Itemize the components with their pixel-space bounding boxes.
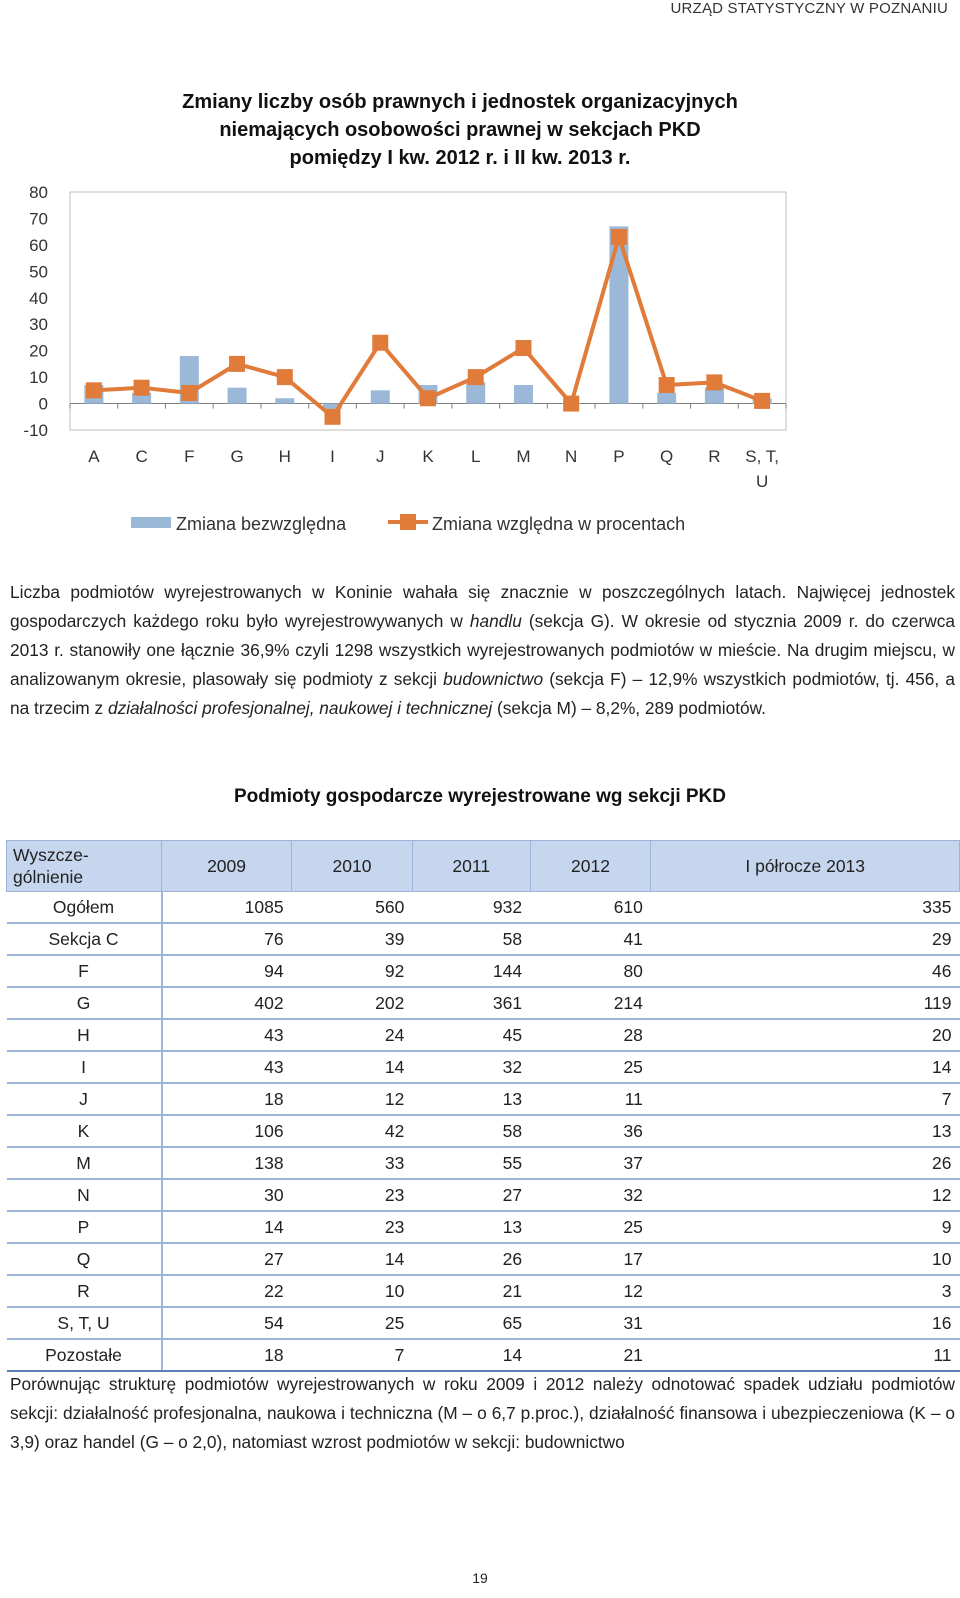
table-row xyxy=(7,1115,960,1147)
table-cell: 138 xyxy=(162,1147,292,1179)
table-cell: 13 xyxy=(412,1083,530,1115)
table-cell: 41 xyxy=(530,923,651,955)
deregistered-entities-table xyxy=(6,840,960,1372)
table-cell: 21 xyxy=(530,1339,651,1371)
x-tick-label: H xyxy=(278,447,291,466)
legend-label: Zmiana względna w procentach xyxy=(432,514,686,534)
table-cell: 12 xyxy=(530,1275,651,1307)
line-marker xyxy=(706,374,722,390)
pkd-change-chart xyxy=(0,180,960,550)
row-label: Q xyxy=(7,1243,162,1275)
table-cell: 31 xyxy=(530,1307,651,1339)
chart-title xyxy=(120,88,800,172)
bar xyxy=(371,390,390,403)
line-marker xyxy=(468,369,484,385)
table-cell: 7 xyxy=(292,1339,413,1371)
header-label-line: gólnienie xyxy=(13,867,84,887)
table-row xyxy=(7,1275,960,1307)
table-cell: 361 xyxy=(412,987,530,1019)
table-cell: 144 xyxy=(412,955,530,987)
table-cell: 1085 xyxy=(162,892,292,924)
table-cell: 214 xyxy=(530,987,651,1019)
row-label: K xyxy=(7,1115,162,1147)
table-row xyxy=(7,987,960,1019)
table-cell: 7 xyxy=(651,1083,960,1115)
table-cell: 30 xyxy=(162,1179,292,1211)
table-cell: 16 xyxy=(651,1307,960,1339)
row-label: J xyxy=(7,1083,162,1115)
legend-swatch-bar xyxy=(131,517,171,528)
table-row xyxy=(7,1307,960,1339)
table-cell: 9 xyxy=(651,1211,960,1243)
table-cell: 25 xyxy=(292,1307,413,1339)
table-cell: 26 xyxy=(651,1147,960,1179)
y-tick-label: -10 xyxy=(23,421,48,440)
table-row xyxy=(7,1339,960,1371)
chart-title-line: pomiędzy I kw. 2012 r. i II kw. 2013 r. xyxy=(289,147,631,169)
table-cell: 26 xyxy=(412,1243,530,1275)
table-cell: 335 xyxy=(651,892,960,924)
x-tick-label: F xyxy=(184,447,195,466)
table-cell: 32 xyxy=(530,1179,651,1211)
row-label: I xyxy=(7,1051,162,1083)
table-cell: 92 xyxy=(292,955,413,987)
table-row xyxy=(7,892,960,924)
table-row xyxy=(7,923,960,955)
row-label: F xyxy=(7,955,162,987)
table-cell: 27 xyxy=(162,1243,292,1275)
table-cell: 32 xyxy=(412,1051,530,1083)
paragraph-text: (sekcja M) – 8,2%, 289 podmiotów. xyxy=(492,698,766,718)
row-label: R xyxy=(7,1275,162,1307)
table-cell: 14 xyxy=(162,1211,292,1243)
table-cell: 11 xyxy=(651,1339,960,1371)
table-cell: 58 xyxy=(412,923,530,955)
line-marker xyxy=(754,393,770,409)
table-cell: 119 xyxy=(651,987,960,1019)
table-header-row xyxy=(7,841,960,892)
table-cell: 932 xyxy=(412,892,530,924)
table-cell: 37 xyxy=(530,1147,651,1179)
table-cell: 202 xyxy=(292,987,413,1019)
x-tick-label: P xyxy=(613,447,625,466)
table-title: Podmioty gospodarcze wyrejestrowane wg sekcji PKD xyxy=(233,786,727,807)
table-cell: 46 xyxy=(651,955,960,987)
paragraph-emphasis: działalności profesjonalnej, naukowej i technicznej xyxy=(107,698,493,718)
bar xyxy=(228,388,247,404)
legend-swatch-marker xyxy=(400,514,416,530)
table-cell: 106 xyxy=(162,1115,292,1147)
header-cell-year: 2010 xyxy=(292,841,413,892)
y-tick-label: 70 xyxy=(29,209,48,229)
bar xyxy=(657,393,676,404)
table-cell: 23 xyxy=(292,1179,413,1211)
x-tick-label: M xyxy=(516,447,531,466)
row-label: S, T, U xyxy=(7,1307,162,1339)
table-cell: 13 xyxy=(651,1115,960,1147)
row-label: H xyxy=(7,1019,162,1051)
line-marker xyxy=(420,390,436,406)
table-cell: 14 xyxy=(412,1339,530,1371)
x-tick-label: C xyxy=(135,447,148,466)
table-cell: 11 xyxy=(530,1083,651,1115)
x-tick-label: G xyxy=(230,447,244,466)
table-cell: 12 xyxy=(292,1083,413,1115)
table-cell: 43 xyxy=(162,1051,292,1083)
chart-title-line: Zmiany liczby osób prawnych i jednostek organizacyjnych xyxy=(182,91,738,113)
table-cell: 12 xyxy=(651,1179,960,1211)
y-tick-label: 10 xyxy=(29,368,48,388)
line-marker xyxy=(229,356,245,372)
table-cell: 94 xyxy=(162,955,292,987)
x-tick-label: L xyxy=(470,447,481,466)
line-marker xyxy=(515,340,531,356)
table-cell: 43 xyxy=(162,1019,292,1051)
row-label: Ogółem xyxy=(7,892,162,924)
paragraph-text: (sekcja G). W okresie od stycznia 2009 r. do czerwca 2013 r. stanowiły one łącznie 36,9% czyli 1298 wszystkich wyrejestrowanych podmiotów w mieście. Na drugim miejscu, w analizowanym okresie, plasowały się podmioty z sekcji xyxy=(10,611,956,689)
table-cell: 55 xyxy=(412,1147,530,1179)
header-cell-year: 2009 xyxy=(162,841,292,892)
header-cell-year: 2012 xyxy=(530,841,651,892)
table-cell: 14 xyxy=(292,1243,413,1275)
table-cell: 58 xyxy=(412,1115,530,1147)
table-cell: 20 xyxy=(651,1019,960,1051)
x-tick-label: S, T, U xyxy=(745,447,779,491)
line-marker xyxy=(181,385,197,401)
table-cell: 610 xyxy=(530,892,651,924)
table-cell: 76 xyxy=(162,923,292,955)
institution-header: URZĄD STATYSTYCZNY W POZNANIU xyxy=(670,0,948,17)
y-tick-label: 50 xyxy=(29,262,48,282)
table-cell: 65 xyxy=(412,1307,530,1339)
line-marker xyxy=(277,369,293,385)
table-cell: 18 xyxy=(162,1339,292,1371)
line-marker xyxy=(659,377,675,393)
table-row xyxy=(7,1083,960,1115)
table-cell: 10 xyxy=(651,1243,960,1275)
line-marker xyxy=(86,382,102,398)
x-tick-label: J xyxy=(376,447,385,466)
header-cell-year: I półrocze 2013 xyxy=(651,841,960,892)
header-cell-year: 2011 xyxy=(412,841,530,892)
paragraph-emphasis: budownictwo xyxy=(443,669,544,689)
table-cell: 22 xyxy=(162,1275,292,1307)
table-cell: 25 xyxy=(530,1051,651,1083)
line-marker xyxy=(372,335,388,351)
table-cell: 14 xyxy=(292,1051,413,1083)
page-number: 19 xyxy=(472,1570,488,1586)
table-cell: 36 xyxy=(530,1115,651,1147)
paragraph-structure-comparison: Porównując strukturę podmiotów wyrejestrowanych w roku 2009 i 2012 należy odnotować spadek udziału podmiotów sekcji: działalność profesjonalna, naukowa i techniczna (M – o 6,7 p.proc.), działalność finansowa i ubezpieczeniowa (K – o 3,9) oraz handel (G – o 2,0), natomiast wzrost podmiotów w sekcji: budownictwo xyxy=(10,1374,955,1452)
table-row xyxy=(7,1019,960,1051)
row-label: P xyxy=(7,1211,162,1243)
paragraph-deregistered xyxy=(10,578,955,723)
table-cell: 3 xyxy=(651,1275,960,1307)
table-cell: 14 xyxy=(651,1051,960,1083)
table-row xyxy=(7,1211,960,1243)
row-label: G xyxy=(7,987,162,1019)
table-cell: 21 xyxy=(412,1275,530,1307)
table-cell: 33 xyxy=(292,1147,413,1179)
row-label: Sekcja C xyxy=(7,923,162,955)
y-tick-label: 80 xyxy=(29,183,48,202)
table-cell: 39 xyxy=(292,923,413,955)
legend-label: Zmiana bezwzględna xyxy=(176,514,347,534)
bar xyxy=(514,385,533,404)
table-row xyxy=(7,1147,960,1179)
x-tick-label: A xyxy=(88,447,100,466)
table-row xyxy=(7,1051,960,1083)
x-tick-label: I xyxy=(330,447,335,466)
table-cell: 402 xyxy=(162,987,292,1019)
paragraph-text: Liczba podmiotów wyrejestrowanych w Koninie wahała się znacznie w poszczególnych latach. Najwięcej jednostek gospodarczych każdego roku było wyrejestrowywanych w xyxy=(10,582,955,631)
header-label-line: Wyszcze- xyxy=(13,845,89,865)
y-tick-label: 20 xyxy=(29,341,48,361)
row-label: Pozostałe xyxy=(7,1339,162,1371)
table-cell: 29 xyxy=(651,923,960,955)
table-cell: 17 xyxy=(530,1243,651,1275)
line-marker xyxy=(325,409,341,425)
row-label: M xyxy=(7,1147,162,1179)
table-cell: 54 xyxy=(162,1307,292,1339)
table-cell: 80 xyxy=(530,955,651,987)
table-row xyxy=(7,955,960,987)
table-cell: 23 xyxy=(292,1211,413,1243)
table-cell: 45 xyxy=(412,1019,530,1051)
header-cell-label xyxy=(7,841,162,892)
table-cell: 25 xyxy=(530,1211,651,1243)
table-cell: 28 xyxy=(530,1019,651,1051)
x-tick-label: K xyxy=(422,447,434,466)
y-tick-label: 40 xyxy=(29,288,48,308)
bar xyxy=(466,382,485,403)
table-cell: 560 xyxy=(292,892,413,924)
paragraph-text: (sekcja F) – 12,9% wszystkich podmiotów, tj. 456, a na trzecim z xyxy=(10,669,955,718)
line-marker xyxy=(134,380,150,396)
y-tick-label: 0 xyxy=(38,394,48,414)
x-tick-label: Q xyxy=(660,447,674,466)
bar xyxy=(275,398,294,403)
table-cell: 18 xyxy=(162,1083,292,1115)
y-tick-label: 60 xyxy=(29,235,48,255)
table-cell: 42 xyxy=(292,1115,413,1147)
table-cell: 10 xyxy=(292,1275,413,1307)
y-tick-label: 30 xyxy=(29,315,48,335)
line-marker xyxy=(611,229,627,245)
table-cell: 27 xyxy=(412,1179,530,1211)
x-tick-label: R xyxy=(708,447,721,466)
line-marker xyxy=(563,396,579,412)
table-cell: 13 xyxy=(412,1211,530,1243)
table-row xyxy=(7,1243,960,1275)
table-row xyxy=(7,1179,960,1211)
row-label: N xyxy=(7,1179,162,1211)
x-tick-label: N xyxy=(565,447,578,466)
table-cell: 24 xyxy=(292,1019,413,1051)
paragraph-emphasis: handlu xyxy=(469,611,522,631)
chart-title-line: niemających osobowości prawnej w sekcjach PKD xyxy=(219,119,701,141)
